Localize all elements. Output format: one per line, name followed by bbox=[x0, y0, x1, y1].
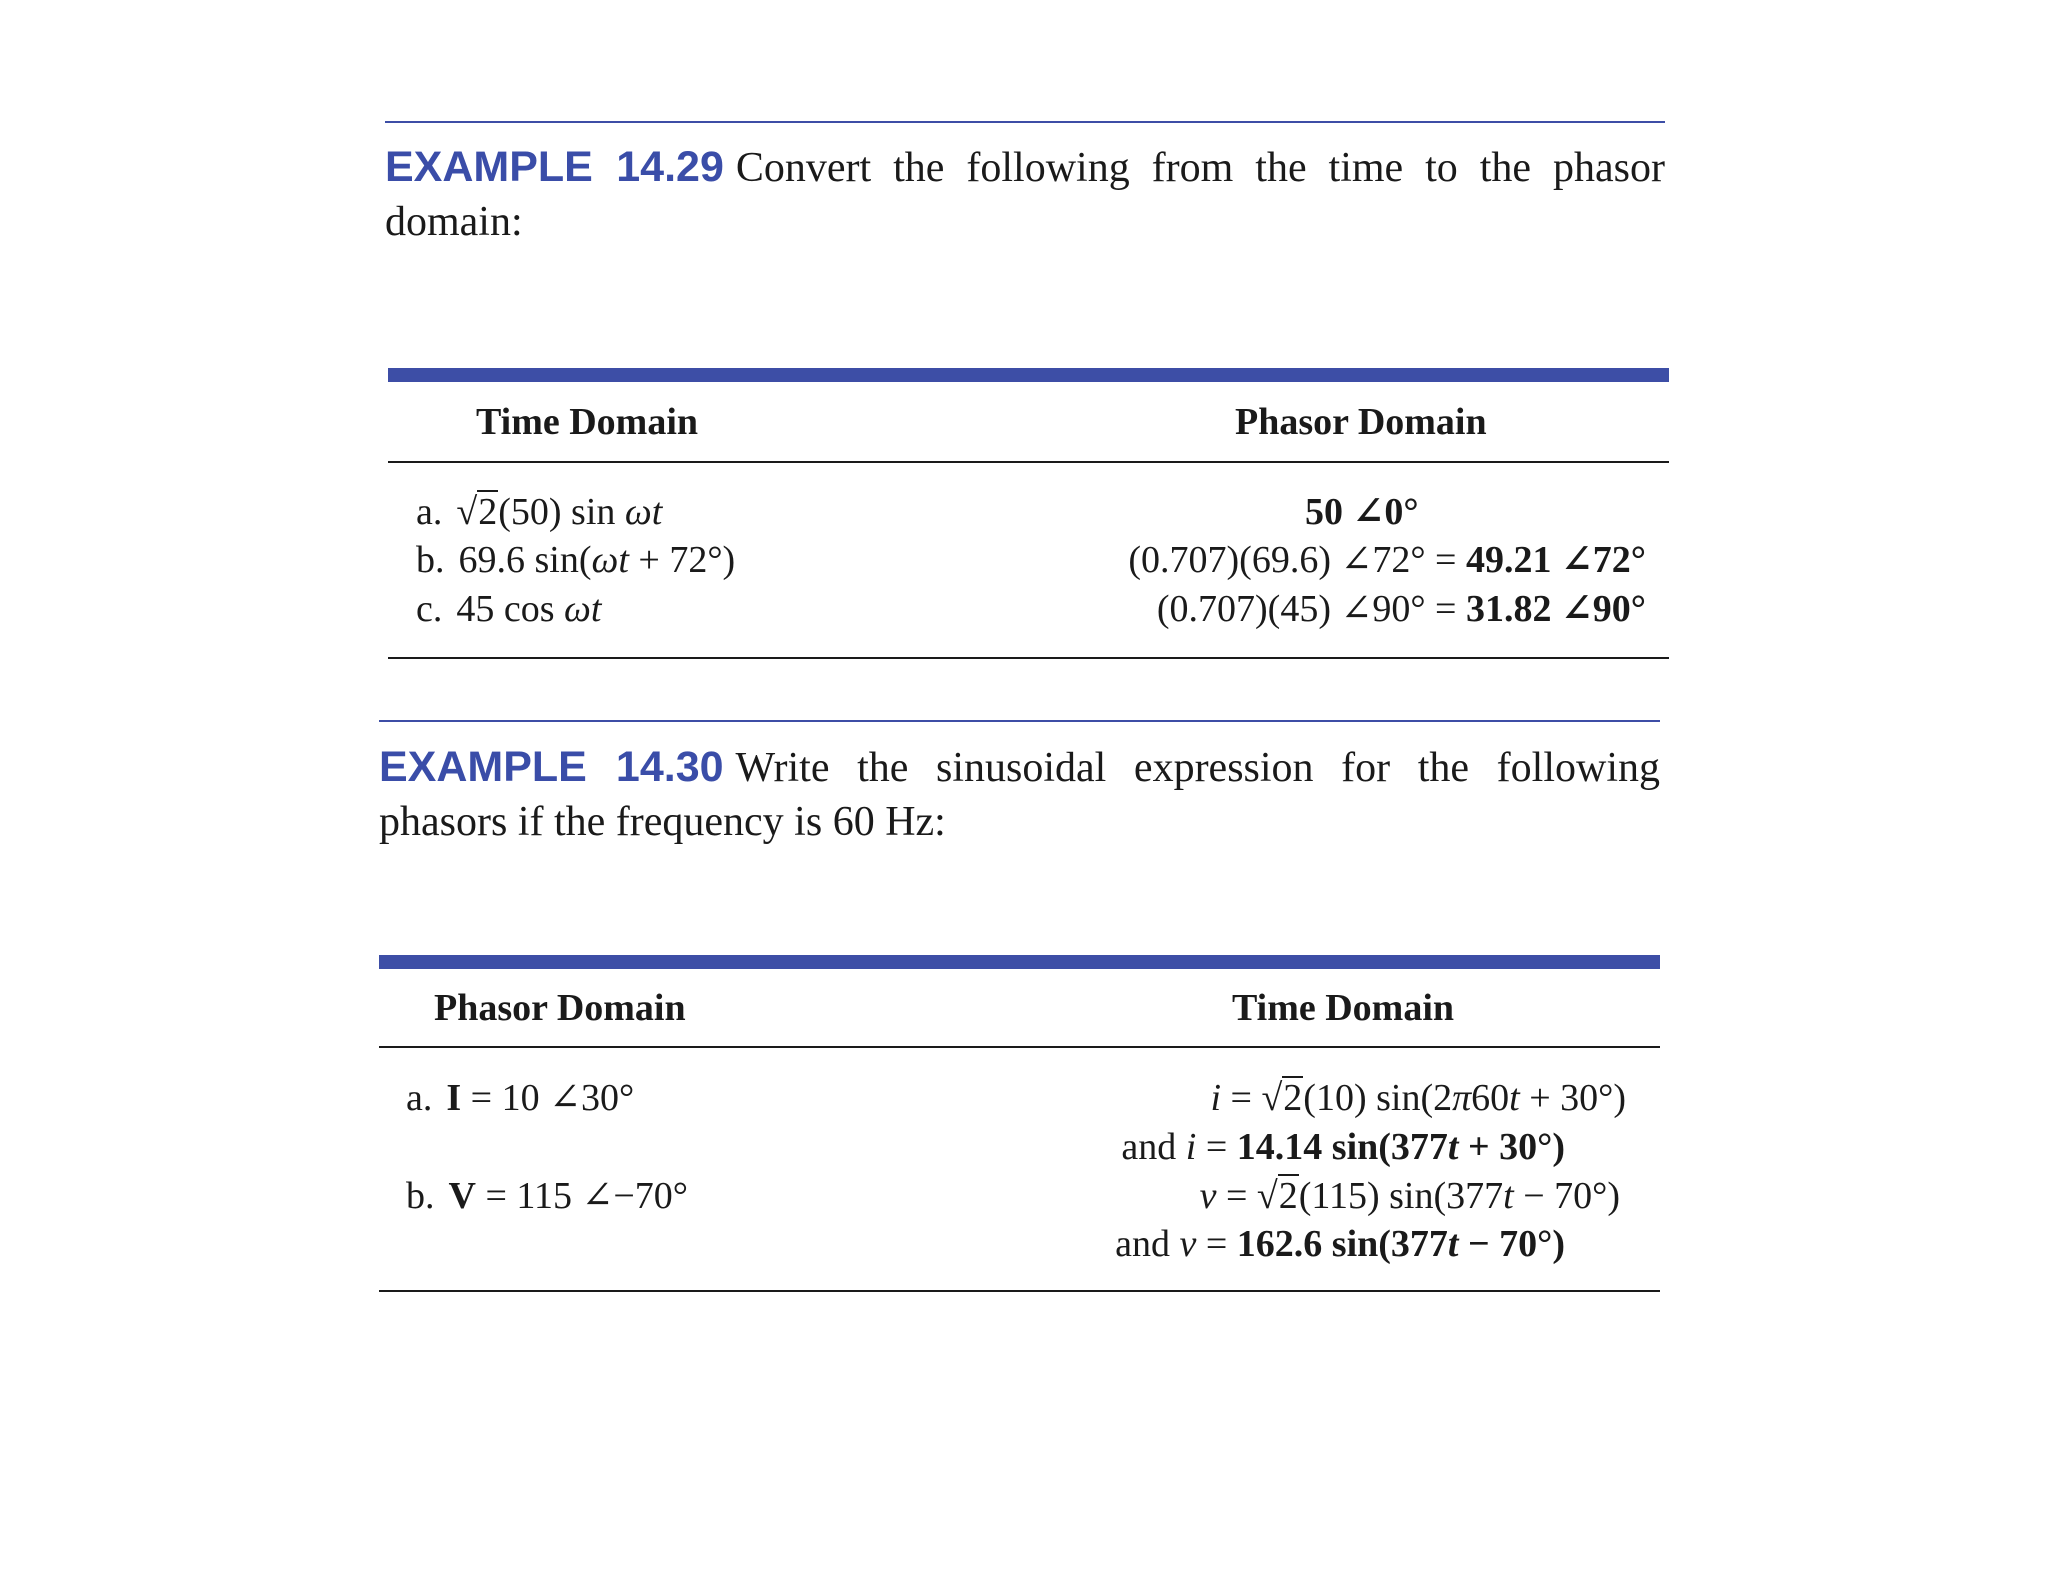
example-1430-heading: EXAMPLE 14.30 bbox=[379, 743, 724, 791]
table-1-row-c-phasor bbox=[1157, 585, 1646, 633]
radicand bbox=[477, 488, 498, 536]
result-text: 14.14 sin(377 bbox=[1236, 1126, 1448, 1168]
expr-text: + 72°) bbox=[628, 539, 736, 581]
phasor-value: = 115 ∠−70° bbox=[475, 1175, 688, 1217]
equals: = bbox=[1196, 1126, 1237, 1168]
equals: = bbox=[1221, 1077, 1262, 1119]
table-2-header-left: Phasor Domain bbox=[434, 987, 686, 1029]
expr-text: (10) sin(2 bbox=[1303, 1077, 1453, 1119]
expr-text: (115) sin(377 bbox=[1298, 1175, 1504, 1217]
table-2-header-rule bbox=[379, 1046, 1660, 1048]
current-symbol: I bbox=[446, 1077, 462, 1119]
example-1429-text: Convert the following from the time to the phasor domain: bbox=[385, 145, 1665, 245]
row-mark: a. bbox=[406, 1077, 433, 1119]
and-word: and bbox=[1121, 1126, 1186, 1168]
omega-t: ωt bbox=[564, 588, 602, 630]
sqrt-symbol: √ bbox=[456, 491, 478, 533]
and-word: and bbox=[1115, 1223, 1180, 1265]
radicand-value: 2 bbox=[1278, 1175, 1298, 1217]
row-mark: a. bbox=[416, 491, 443, 533]
example-1430-text: Write the sinusoidal expression for the following phasors if the frequency is 60 Hz: bbox=[379, 745, 1660, 845]
table-2-row-a-time-line1 bbox=[1210, 1074, 1626, 1122]
table-1-bottom-rule bbox=[388, 657, 1669, 659]
phasor-result: 31.82 ∠90° bbox=[1465, 588, 1646, 630]
table-1-header-right: Phasor Domain bbox=[1235, 401, 1487, 443]
result-text: − 70°) bbox=[1458, 1223, 1565, 1265]
t-var: t bbox=[1447, 1126, 1459, 1168]
omega-t: ωt bbox=[624, 491, 663, 533]
table-2-bottom-rule bbox=[379, 1290, 1660, 1292]
current-var: i bbox=[1210, 1077, 1221, 1119]
t-var: t bbox=[1509, 1077, 1520, 1119]
radicand-value: 2 bbox=[478, 491, 498, 533]
expr-text: 45 cos bbox=[456, 588, 565, 630]
example-1430-top-rule bbox=[379, 720, 1660, 722]
table-2-row-b-phasor bbox=[406, 1172, 688, 1220]
expr-text: (50) sin bbox=[498, 491, 625, 533]
example-1429-top-rule bbox=[385, 121, 1665, 123]
example-1429-statement bbox=[385, 140, 1665, 249]
table-2-row-b-time-line1 bbox=[1200, 1172, 1620, 1220]
voltage-var: v bbox=[1179, 1223, 1197, 1265]
example-1429-heading: EXAMPLE 14.29 bbox=[385, 143, 724, 191]
example-1430-statement bbox=[379, 740, 1660, 849]
t-var: t bbox=[1447, 1223, 1459, 1265]
table-1-row-b-phasor bbox=[1128, 536, 1646, 584]
phasor-calc: (0.707)(69.6) ∠72° = bbox=[1128, 539, 1466, 581]
table-2-row-b-time-line2 bbox=[1115, 1220, 1565, 1268]
phasor-result: 50 ∠0° bbox=[1305, 491, 1419, 533]
phasor-value: = 10 ∠30° bbox=[461, 1077, 635, 1119]
row-mark: b. bbox=[416, 539, 445, 581]
table-2-row-a-time-line2 bbox=[1121, 1123, 1565, 1171]
t-var: t bbox=[1503, 1175, 1514, 1217]
equals: = bbox=[1196, 1223, 1237, 1265]
table-1-row-c-time bbox=[416, 585, 601, 633]
table-2-top-rule bbox=[379, 955, 1660, 969]
table-1-row-a-time bbox=[416, 488, 662, 536]
radicand bbox=[1278, 1172, 1299, 1220]
pi-symbol: π bbox=[1452, 1077, 1472, 1119]
table-1-top-rule bbox=[388, 368, 1669, 382]
expr-text: − 70°) bbox=[1513, 1175, 1620, 1217]
table-1-header-left: Time Domain bbox=[476, 401, 699, 443]
result-text: + 30°) bbox=[1458, 1126, 1565, 1168]
sqrt-symbol: √ bbox=[1256, 1175, 1278, 1217]
expr-text: 60 bbox=[1471, 1077, 1510, 1119]
current-var: i bbox=[1185, 1126, 1197, 1168]
expr-text: + 30°) bbox=[1519, 1077, 1626, 1119]
table-1-row-b-time bbox=[416, 536, 735, 584]
voltage-var: v bbox=[1199, 1175, 1217, 1217]
expr-text: 69.6 sin( bbox=[458, 539, 592, 581]
voltage-symbol: V bbox=[448, 1175, 476, 1217]
table-1-row-a-phasor bbox=[1305, 488, 1419, 536]
result-text: 162.6 sin(377 bbox=[1236, 1223, 1448, 1265]
phasor-result: 49.21 ∠72° bbox=[1465, 539, 1646, 581]
table-2-header-right: Time Domain bbox=[1232, 987, 1455, 1029]
radicand-value: 2 bbox=[1283, 1077, 1303, 1119]
row-mark: b. bbox=[406, 1175, 435, 1217]
radicand bbox=[1282, 1074, 1303, 1122]
phasor-calc: (0.707)(45) ∠90° = bbox=[1156, 588, 1466, 630]
row-mark: c. bbox=[416, 588, 443, 630]
omega-t: ωt bbox=[591, 539, 629, 581]
equals: = bbox=[1216, 1175, 1257, 1217]
sqrt-symbol: √ bbox=[1261, 1077, 1283, 1119]
table-1-header-rule bbox=[388, 461, 1669, 463]
table-2-row-a-phasor bbox=[406, 1074, 634, 1122]
